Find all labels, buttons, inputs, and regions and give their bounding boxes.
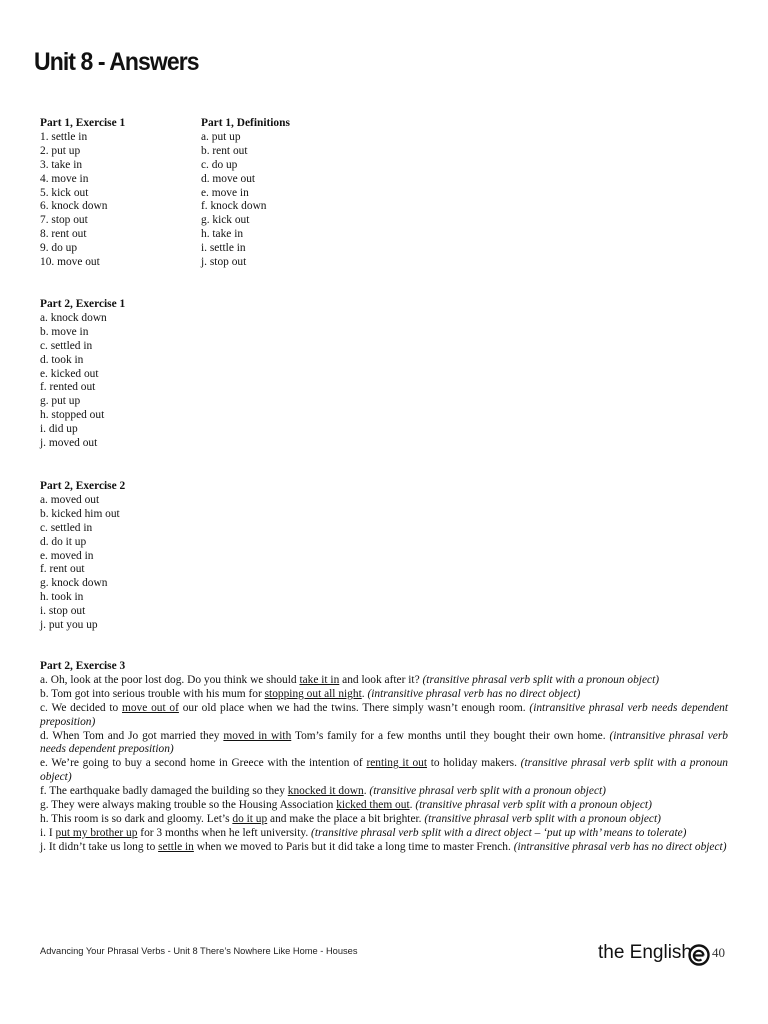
answer-item: c. settled in (40, 339, 93, 352)
grammar-note: (transitive phrasal verb split with a pronoun object) (415, 799, 652, 812)
answer-item: 5. kick out (40, 186, 89, 199)
sentence-text: g. They were always making trouble so the Housing Association (40, 799, 337, 812)
answer-item: g. put up (40, 395, 81, 408)
answer-item: d. do it up (40, 535, 87, 548)
answer-item: 10. move out (40, 256, 100, 269)
grammar-note: (intransitive phrasal verb has no direct object) (513, 840, 727, 853)
answer-sentence (40, 841, 728, 855)
underlined-phrasal-verb: knocked it down (287, 785, 364, 798)
answer-item: a. knock down (40, 311, 107, 324)
answer-item: g. knock down (40, 577, 108, 590)
answer-item: j. put you up (40, 619, 98, 632)
answer-sentence (40, 813, 728, 827)
grammar-note: (transitive phrasal verb split with a pronoun object) (40, 757, 728, 784)
page-number: 40 (712, 945, 725, 960)
sentence-text: a. Oh, look at the poor lost dog. Do you think we should (40, 673, 300, 686)
sentence-text: our old place when we had the twins. There simply wasn’t enough room. (178, 701, 530, 714)
section-heading: Part 2, Exercise 2 (40, 480, 126, 492)
sentence-text: when we moved to Paris but it did take a long time to master French. (193, 840, 514, 853)
sentence-text: . (363, 785, 370, 798)
answer-item: h. stopped out (40, 409, 105, 422)
answer-item: f. rent out (40, 563, 85, 576)
part1-definitions (201, 117, 290, 270)
answer-item: 7. stop out (40, 214, 88, 227)
answer-sentence (40, 688, 728, 702)
answer-item: d. took in (40, 353, 84, 366)
answer-item: j. moved out (40, 437, 98, 450)
sentence-text: c. We decided to (40, 701, 122, 714)
answer-item: 3. take in (40, 158, 83, 171)
answer-sentence (40, 827, 728, 841)
grammar-note: (transitive phrasal verb split with a pronoun object) (369, 785, 606, 798)
underlined-phrasal-verb: kicked them out (336, 799, 410, 812)
sentence-text: f. The earthquake badly damaged the building so they (40, 785, 288, 798)
answer-item: e. move in (201, 186, 249, 199)
answer-item: h. take in (201, 228, 244, 241)
section-heading: Part 2, Exercise 1 (40, 298, 126, 310)
sentence-text: j. It didn’t take us long to (40, 840, 159, 853)
part1-exercise1 (40, 117, 125, 270)
answer-item: c. settled in (40, 521, 93, 534)
answer-item: 9. do up (40, 242, 78, 255)
answer-sentence (40, 730, 728, 758)
underlined-phrasal-verb: moved in with (223, 729, 292, 742)
answer-item: 1. settle in (40, 130, 88, 143)
footer-brand: the English (597, 942, 692, 963)
sentence-text: and make the place a bit brighter. (267, 812, 425, 825)
grammar-note: (transitive phrasal verb split with a pronoun object) (422, 673, 660, 686)
answer-item: g. kick out (201, 214, 250, 227)
e-logo-icon (688, 944, 710, 966)
section-heading: Part 1, Exercise 1 (40, 117, 126, 129)
answer-item: b. kicked him out (40, 507, 120, 520)
answer-item: e. moved in (40, 549, 94, 562)
underlined-phrasal-verb: move out of (122, 701, 179, 714)
sentence-text: e. We’re going to buy a second home in Greece with the intention of (40, 757, 367, 770)
page-title: Unit 8 - Answers (34, 48, 199, 76)
sentence-text: to holiday makers. (427, 757, 521, 770)
sentence-text: h. This room is so dark and gloomy. Let’s (40, 812, 233, 825)
answer-item: a. put up (201, 130, 241, 143)
sentence-text: b. Tom got into serious trouble with his mum for (40, 687, 265, 700)
answer-item: b. move in (40, 325, 89, 338)
grammar-note: (intransitive phrasal verb needs dependent preposition) (40, 701, 729, 728)
answer-sentence (40, 799, 728, 813)
answer-item: j. stop out (201, 256, 247, 269)
section-heading: Part 2, Exercise 3 (40, 660, 126, 672)
answer-item: i. settle in (201, 242, 246, 255)
sentence-text: d. When Tom and Jo got married they (40, 729, 224, 742)
answer-sentence (40, 757, 728, 785)
answer-item: f. knock down (201, 200, 267, 213)
grammar-note: (intransitive phrasal verb has no direct object) (367, 687, 581, 700)
grammar-note: (transitive phrasal verb split with a pronoun object) (424, 812, 661, 825)
answer-item: a. moved out (40, 493, 100, 506)
part2-exercise1 (40, 298, 125, 451)
answer-sentence (40, 674, 728, 688)
underlined-phrasal-verb: do it up (232, 812, 268, 825)
answer-item: i. stop out (40, 605, 86, 618)
underlined-phrasal-verb: stopping out all night (264, 687, 362, 700)
answer-item: 2. put up (40, 144, 81, 157)
answer-item: f. rented out (40, 381, 96, 394)
answer-item: e. kicked out (40, 367, 99, 380)
answer-item: c. do up (201, 158, 238, 171)
underlined-phrasal-verb: settle in (158, 840, 194, 853)
answer-item: h. took in (40, 591, 84, 604)
underlined-phrasal-verb: put my brother up (55, 826, 138, 839)
grammar-note: (intransitive phrasal verb needs dependent preposition) (40, 729, 728, 756)
section-heading: Part 1, Definitions (201, 117, 290, 129)
underlined-phrasal-verb: renting it out (366, 757, 428, 770)
sentence-text: for 3 months when he left university. (137, 826, 312, 839)
answer-item: i. did up (40, 423, 78, 436)
answer-sentence (40, 702, 728, 730)
sentence-text: i. I (40, 826, 56, 839)
part2-exercise2 (40, 480, 125, 633)
answer-sentence (40, 785, 728, 799)
sentence-text: . (409, 799, 416, 812)
sentence-text: Tom’s family for a few months until they bought their own home. (291, 729, 610, 742)
footer-title: Advancing Your Phrasal Verbs - Unit 8 There’s Nowhere Like Home - Houses (40, 946, 358, 956)
sentence-text: and look after it? (339, 673, 423, 686)
answer-item: d. move out (201, 172, 256, 185)
grammar-note: (transitive phrasal verb split with a direct object – ‘put up with’ means to tolerate) (311, 826, 687, 839)
underlined-phrasal-verb: take it in (299, 673, 340, 686)
answer-item: 4. move in (40, 172, 89, 185)
sentence-text: . (361, 687, 368, 700)
part2-exercise3 (40, 660, 728, 855)
answer-item: 8. rent out (40, 228, 87, 241)
answer-item: b. rent out (201, 144, 248, 157)
answer-item: 6. knock down (40, 200, 108, 213)
